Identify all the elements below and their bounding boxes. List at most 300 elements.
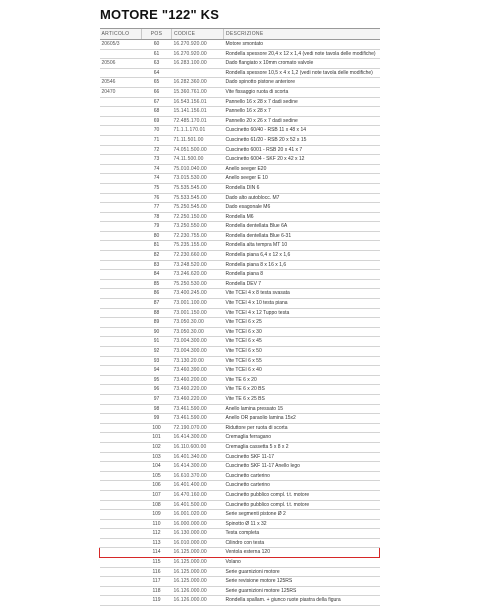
pos-cell: 82 [142, 251, 172, 261]
table-row [100, 404, 380, 414]
table-row [100, 116, 380, 126]
header-codice: CODICE [172, 29, 224, 40]
descrizione-cell: Pannello 16 x 28 x 7 dadi sedine [224, 97, 380, 107]
codice-cell: 16.270.920.00 [172, 40, 224, 50]
articolo-cell [100, 529, 142, 539]
table-row [100, 433, 380, 443]
articolo-cell [100, 260, 142, 270]
pos-cell: 67 [142, 97, 172, 107]
pos-cell: 63 [142, 59, 172, 69]
table-row [100, 375, 380, 385]
codice-cell: 16.414.300.00 [172, 433, 224, 443]
articolo-cell [100, 116, 142, 126]
pos-cell: 108 [142, 500, 172, 510]
pos-cell: 91 [142, 337, 172, 347]
codice-cell: 16.010.000.00 [172, 538, 224, 548]
descrizione-cell: Ventola esterna 120 [224, 548, 380, 558]
pos-cell: 113 [142, 538, 172, 548]
codice-cell: 16.401.500.00 [172, 500, 224, 510]
codice-cell: 16.543.156.01 [172, 97, 224, 107]
descrizione-cell: Vite TCEI 6 x 25 [224, 318, 380, 328]
codice-cell: 16.401.400.00 [172, 481, 224, 491]
table-row [100, 596, 380, 606]
descrizione-cell: Testa completa [224, 529, 380, 539]
table-row [100, 241, 380, 251]
table-row [100, 308, 380, 318]
table-row [100, 452, 380, 462]
pos-cell: 107 [142, 490, 172, 500]
descrizione-cell: Anello seeger E 10 [224, 174, 380, 184]
codice-cell: 73.004.300.00 [172, 347, 224, 357]
descrizione-cell: Dado flangiato x 10mm cromato valvole [224, 59, 380, 69]
descrizione-cell: Vite TCEI 6 x 50 [224, 347, 380, 357]
table-row [100, 222, 380, 232]
articolo-cell [100, 126, 142, 136]
codice-cell: 73.461.590.00 [172, 414, 224, 424]
codice-cell: 16.470.160.00 [172, 490, 224, 500]
parts-table-body [100, 40, 380, 606]
pos-cell: 100 [142, 423, 172, 433]
pos-cell: 118 [142, 586, 172, 596]
parts-table [99, 28, 380, 606]
articolo-cell [100, 586, 142, 596]
descrizione-cell: Rondella DEV 7 [224, 279, 380, 289]
descrizione-cell: Cuscinetto 6004 - SKF 20 x 42 x 12 [224, 155, 380, 165]
table-row [100, 366, 380, 376]
pos-cell: 101 [142, 433, 172, 443]
pos-cell: 79 [142, 222, 172, 232]
table-row [100, 87, 380, 97]
pos-cell: 77 [142, 203, 172, 213]
table-row [100, 231, 380, 241]
articolo-cell [100, 423, 142, 433]
articolo-cell [100, 308, 142, 318]
articolo-cell [100, 251, 142, 261]
articolo-cell [100, 481, 142, 491]
descrizione-cell: Vite TCEI 4 x 12 Tuppo testa [224, 308, 380, 318]
codice-cell: 15.360.761.00 [172, 87, 224, 97]
descrizione-cell: Vite TCEI 6 x 30 [224, 327, 380, 337]
codice-cell: 16.001.020.00 [172, 510, 224, 520]
descrizione-cell: Dado alto autoblocc. M7 [224, 193, 380, 203]
codice-cell: 75.250.545.00 [172, 203, 224, 213]
table-row [100, 567, 380, 577]
descrizione-cell: Vite TE 6 x 20 [224, 375, 380, 385]
table-row [100, 59, 380, 69]
descrizione-cell: Cuscinetto 6001 - RSB 20 x 41 x 7 [224, 145, 380, 155]
table-row [100, 558, 380, 568]
table-row [100, 164, 380, 174]
table-row [100, 107, 380, 117]
codice-cell: 75.533.545.00 [172, 193, 224, 203]
articolo-cell [100, 203, 142, 213]
pos-cell: 87 [142, 299, 172, 309]
descrizione-cell: Pannello 20 x 26 x 7 dadi sedine [224, 116, 380, 126]
table-row [100, 356, 380, 366]
pos-cell: 74 [142, 164, 172, 174]
articolo-cell [100, 222, 142, 232]
descrizione-cell: Rondella spessore 20,4 x 12 x 1,4 (vedi note tavola delle modifiche) [224, 49, 380, 59]
table-row [100, 299, 380, 309]
articolo-cell: 20506 [100, 59, 142, 69]
descrizione-cell: Riduttore per ruota di scorta [224, 423, 380, 433]
codice-cell: 16.110.600.00 [172, 442, 224, 452]
table-row [100, 529, 380, 539]
descrizione-cell: Vite TCEI 6 x 45 [224, 337, 380, 347]
descrizione-cell: Cuscinetto pubblico compl. t.t. motore [224, 500, 380, 510]
articolo-cell [100, 135, 142, 145]
parts-table-header [100, 29, 380, 40]
pos-cell: 88 [142, 308, 172, 318]
articolo-cell [100, 356, 142, 366]
descrizione-cell: Serie segmenti pistone Ø 2 [224, 510, 380, 520]
descrizione-cell: Cuscinetto 60/40 - RSB 11 x 48 x 14 [224, 126, 380, 136]
descrizione-cell: Anello lamina pressato 15 [224, 404, 380, 414]
table-row [100, 471, 380, 481]
articolo-cell [100, 577, 142, 587]
articolo-cell [100, 471, 142, 481]
pos-cell: 110 [142, 519, 172, 529]
descrizione-cell: Cilindro con testa [224, 538, 380, 548]
table-row [100, 490, 380, 500]
table-row [100, 577, 380, 587]
descrizione-cell: Rondella DIN 6 [224, 183, 380, 193]
table-row [100, 586, 380, 596]
pos-cell: 95 [142, 375, 172, 385]
pos-cell: 99 [142, 414, 172, 424]
descrizione-cell: Spinotto Ø 11 x 32 [224, 519, 380, 529]
codice-cell: 73.460.220.00 [172, 385, 224, 395]
articolo-cell [100, 337, 142, 347]
table-row [100, 203, 380, 213]
codice-cell: 72.190.070.00 [172, 423, 224, 433]
header-descrizione: DESCRIZIONE [224, 29, 380, 40]
descrizione-cell: Anello seeger E20 [224, 164, 380, 174]
pos-cell: 89 [142, 318, 172, 328]
codice-cell: 73.400.245.00 [172, 289, 224, 299]
codice-cell: 74.051.500.00 [172, 145, 224, 155]
articolo-cell: 20470 [100, 87, 142, 97]
pos-cell: 75 [142, 183, 172, 193]
pos-cell: 93 [142, 356, 172, 366]
table-row [100, 251, 380, 261]
articolo-cell: 20605/3 [100, 40, 142, 50]
codice-cell: 16.125.000.00 [172, 548, 224, 558]
descrizione-cell: Rondella piana 8 x 16 x 1,6 [224, 260, 380, 270]
pos-cell: 106 [142, 481, 172, 491]
descrizione-cell: Rondella spessore 10,5 x 4 x 1,2 (vedi note tavola delle modifiche) [224, 68, 380, 78]
descrizione-cell: Rondella spallam. + giunco ruote piastra della figura [224, 596, 380, 606]
articolo-cell [100, 299, 142, 309]
table-row-highlighted [100, 548, 380, 558]
articolo-cell [100, 442, 142, 452]
articolo-cell [100, 155, 142, 165]
descrizione-cell: Anello OR paraolio lamina 15x2 [224, 414, 380, 424]
descrizione-cell: Dado esagonale M6 [224, 203, 380, 213]
pos-cell: 112 [142, 529, 172, 539]
codice-cell: 16.401.340.00 [172, 452, 224, 462]
table-row [100, 289, 380, 299]
articolo-cell [100, 404, 142, 414]
table-row [100, 174, 380, 184]
descrizione-cell: Serie guarnizioni motore 125RS [224, 586, 380, 596]
table-row [100, 385, 380, 395]
header-articolo: ARTICOLO [100, 29, 142, 40]
articolo-cell [100, 68, 142, 78]
pos-cell: 119 [142, 596, 172, 606]
table-row [100, 193, 380, 203]
descrizione-cell: Rondella piana 8 [224, 270, 380, 280]
pos-cell: 74 [142, 174, 172, 184]
descrizione-cell: Vite TCEI 6 x 55 [224, 356, 380, 366]
articolo-cell [100, 490, 142, 500]
descrizione-cell: Cuscinetto 61/20 - RSB 20 x 52 x 15 [224, 135, 380, 145]
codice-cell: 72.230.660.00 [172, 251, 224, 261]
articolo-cell: 20546 [100, 78, 142, 88]
pos-cell: 60 [142, 40, 172, 50]
articolo-cell [100, 558, 142, 568]
descrizione-cell: Cuscinetto SKF 11-17 [224, 452, 380, 462]
descrizione-cell: Vite fissaggio ruota di scorta [224, 87, 380, 97]
table-row [100, 212, 380, 222]
pos-cell: 76 [142, 193, 172, 203]
descrizione-cell: Vite TCEI 6 x 40 [224, 366, 380, 376]
pos-cell: 109 [142, 510, 172, 520]
descrizione-cell: Cremaglia ferragano [224, 433, 380, 443]
pos-cell: 78 [142, 212, 172, 222]
codice-cell: 73.130.20.00 [172, 356, 224, 366]
pos-cell: 116 [142, 567, 172, 577]
articolo-cell [100, 145, 142, 155]
codice-cell: 75.535.545.00 [172, 183, 224, 193]
descrizione-cell: Cuscinetto pubblico compl. t.t. motore [224, 490, 380, 500]
pos-cell: 73 [142, 155, 172, 165]
articolo-cell [100, 462, 142, 472]
articolo-cell [100, 538, 142, 548]
articolo-cell [100, 510, 142, 520]
articolo-cell [100, 519, 142, 529]
table-row [100, 126, 380, 136]
table-row [100, 538, 380, 548]
pos-cell: 85 [142, 279, 172, 289]
table-row [100, 78, 380, 88]
descrizione-cell: Dado spinotto pistone anteriore [224, 78, 380, 88]
codice-cell: 73.461.590.00 [172, 404, 224, 414]
table-row [100, 519, 380, 529]
articolo-cell [100, 270, 142, 280]
pos-cell: 71 [142, 135, 172, 145]
descrizione-cell: Pannello 16 x 28 x 7 [224, 107, 380, 117]
codice-cell: 16.414.300.00 [172, 462, 224, 472]
articolo-cell [100, 231, 142, 241]
codice-cell [172, 68, 224, 78]
codice-cell: 73.004.300.00 [172, 337, 224, 347]
pos-cell: 114 [142, 548, 172, 558]
table-row [100, 510, 380, 520]
descrizione-cell: Vite TCEI 4 x 10 testa piana [224, 299, 380, 309]
codice-cell: 73.250.550.00 [172, 222, 224, 232]
codice-cell: 75.010.040.00 [172, 164, 224, 174]
table-row [100, 442, 380, 452]
codice-cell: 73.015.530.00 [172, 174, 224, 184]
articolo-cell [100, 366, 142, 376]
descrizione-cell: Cuscinetto SKF 11-17 Anello lego [224, 462, 380, 472]
codice-cell: 72.230.755.00 [172, 231, 224, 241]
table-row [100, 145, 380, 155]
table-row [100, 40, 380, 50]
descrizione-cell: Rondella dentellata Blue 6-31 [224, 231, 380, 241]
pos-cell: 81 [142, 241, 172, 251]
articolo-cell [100, 548, 142, 558]
articolo-cell [100, 433, 142, 443]
table-row [100, 68, 380, 78]
descrizione-cell: Motore smontato [224, 40, 380, 50]
codice-cell: 16.126.000.00 [172, 586, 224, 596]
codice-cell: 16.000.000.00 [172, 519, 224, 529]
pos-cell: 102 [142, 442, 172, 452]
codice-cell: 16.125.000.00 [172, 558, 224, 568]
pos-cell: 96 [142, 385, 172, 395]
articolo-cell [100, 49, 142, 59]
table-row [100, 318, 380, 328]
articolo-cell [100, 500, 142, 510]
pos-cell: 105 [142, 471, 172, 481]
articolo-cell [100, 183, 142, 193]
descrizione-cell: Cuscinetto carterino [224, 471, 380, 481]
pos-cell: 68 [142, 107, 172, 117]
codice-cell: 73.246.620.00 [172, 270, 224, 280]
table-row [100, 500, 380, 510]
articolo-cell [100, 375, 142, 385]
articolo-cell [100, 394, 142, 404]
table-row [100, 270, 380, 280]
descrizione-cell: Cuscinetto carterino [224, 481, 380, 491]
pos-cell: 64 [142, 68, 172, 78]
codice-cell: 74.11.500.00 [172, 155, 224, 165]
descrizione-cell: Rondella dentellata Blue 6A [224, 222, 380, 232]
pos-cell: 92 [142, 347, 172, 357]
table-row [100, 155, 380, 165]
codice-cell: 75.250.530.00 [172, 279, 224, 289]
articolo-cell [100, 193, 142, 203]
codice-cell: 16.125.000.00 [172, 577, 224, 587]
articolo-cell [100, 164, 142, 174]
descrizione-cell: Vite TE 6 x 25 BS [224, 394, 380, 404]
articolo-cell [100, 279, 142, 289]
table-row [100, 49, 380, 59]
articolo-cell [100, 107, 142, 117]
pos-cell: 80 [142, 231, 172, 241]
codice-cell: 73.460.220.00 [172, 394, 224, 404]
table-row [100, 327, 380, 337]
pos-cell: 115 [142, 558, 172, 568]
pos-cell: 65 [142, 78, 172, 88]
articolo-cell [100, 385, 142, 395]
codice-cell: 16.126.000.00 [172, 596, 224, 606]
descrizione-cell: Rondella piana 6,4 x 12 x 1,6 [224, 251, 380, 261]
codice-cell: 73.248.520.00 [172, 260, 224, 270]
codice-cell: 15.141.156.01 [172, 107, 224, 117]
pos-cell: 97 [142, 394, 172, 404]
articolo-cell [100, 212, 142, 222]
descrizione-cell: Cremaglia cassetta 5 x 8 x 2 [224, 442, 380, 452]
articolo-cell [100, 567, 142, 577]
articolo-cell [100, 174, 142, 184]
pos-cell: 103 [142, 452, 172, 462]
codice-cell: 72.485.170.01 [172, 116, 224, 126]
pos-cell: 84 [142, 270, 172, 280]
articolo-cell [100, 347, 142, 357]
articolo-cell [100, 596, 142, 606]
codice-cell: 73.001.150.00 [172, 308, 224, 318]
table-row [100, 337, 380, 347]
descrizione-cell: Rondella M6 [224, 212, 380, 222]
descrizione-cell: Volano [224, 558, 380, 568]
pos-cell: 86 [142, 289, 172, 299]
articolo-cell [100, 414, 142, 424]
codice-cell: 75.235.155.00 [172, 241, 224, 251]
descrizione-cell: Serie revisione motore 125RS [224, 577, 380, 587]
pos-cell: 104 [142, 462, 172, 472]
codice-cell: 16.270.920.00 [172, 49, 224, 59]
table-row [100, 394, 380, 404]
articolo-cell [100, 97, 142, 107]
descrizione-cell: Vite TCEI 4 x 8 testa svasata [224, 289, 380, 299]
codice-cell: 16.125.000.00 [172, 567, 224, 577]
descrizione-cell: Rondella alta tempra MT 10 [224, 241, 380, 251]
pos-cell: 66 [142, 87, 172, 97]
descrizione-cell: Vite TE 6 x 20 BS [224, 385, 380, 395]
codice-cell: 71.1.1.170.01 [172, 126, 224, 136]
table-row [100, 135, 380, 145]
table-row [100, 462, 380, 472]
pos-cell: 90 [142, 327, 172, 337]
codice-cell: 71.11.501.00 [172, 135, 224, 145]
table-row [100, 347, 380, 357]
pos-cell: 98 [142, 404, 172, 414]
table-row [100, 279, 380, 289]
codice-cell: 73.460.200.00 [172, 375, 224, 385]
codice-cell: 16.130.000.00 [172, 529, 224, 539]
pos-cell: 117 [142, 577, 172, 587]
table-row [100, 414, 380, 424]
page-title: MOTORE "122" KS [100, 7, 220, 22]
codice-cell: 72.250.150.00 [172, 212, 224, 222]
table-row [100, 260, 380, 270]
pos-cell: 83 [142, 260, 172, 270]
table-row [100, 97, 380, 107]
articolo-cell [100, 241, 142, 251]
codice-cell: 73.050.30.00 [172, 318, 224, 328]
articolo-cell [100, 327, 142, 337]
pos-cell: 70 [142, 126, 172, 136]
codice-cell: 16.282.360.00 [172, 78, 224, 88]
pos-cell: 94 [142, 366, 172, 376]
codice-cell: 73.001.100.00 [172, 299, 224, 309]
codice-cell: 16.610.370.00 [172, 471, 224, 481]
table-row [100, 481, 380, 491]
pos-cell: 72 [142, 145, 172, 155]
pos-cell: 61 [142, 49, 172, 59]
articolo-cell [100, 289, 142, 299]
header-pos: POS [142, 29, 172, 40]
pos-cell: 69 [142, 116, 172, 126]
descrizione-cell: Serie guarnizioni motore [224, 567, 380, 577]
articolo-cell [100, 452, 142, 462]
codice-cell: 16.283.100.00 [172, 59, 224, 69]
codice-cell: 73.460.390.00 [172, 366, 224, 376]
codice-cell: 73.050.30.00 [172, 327, 224, 337]
